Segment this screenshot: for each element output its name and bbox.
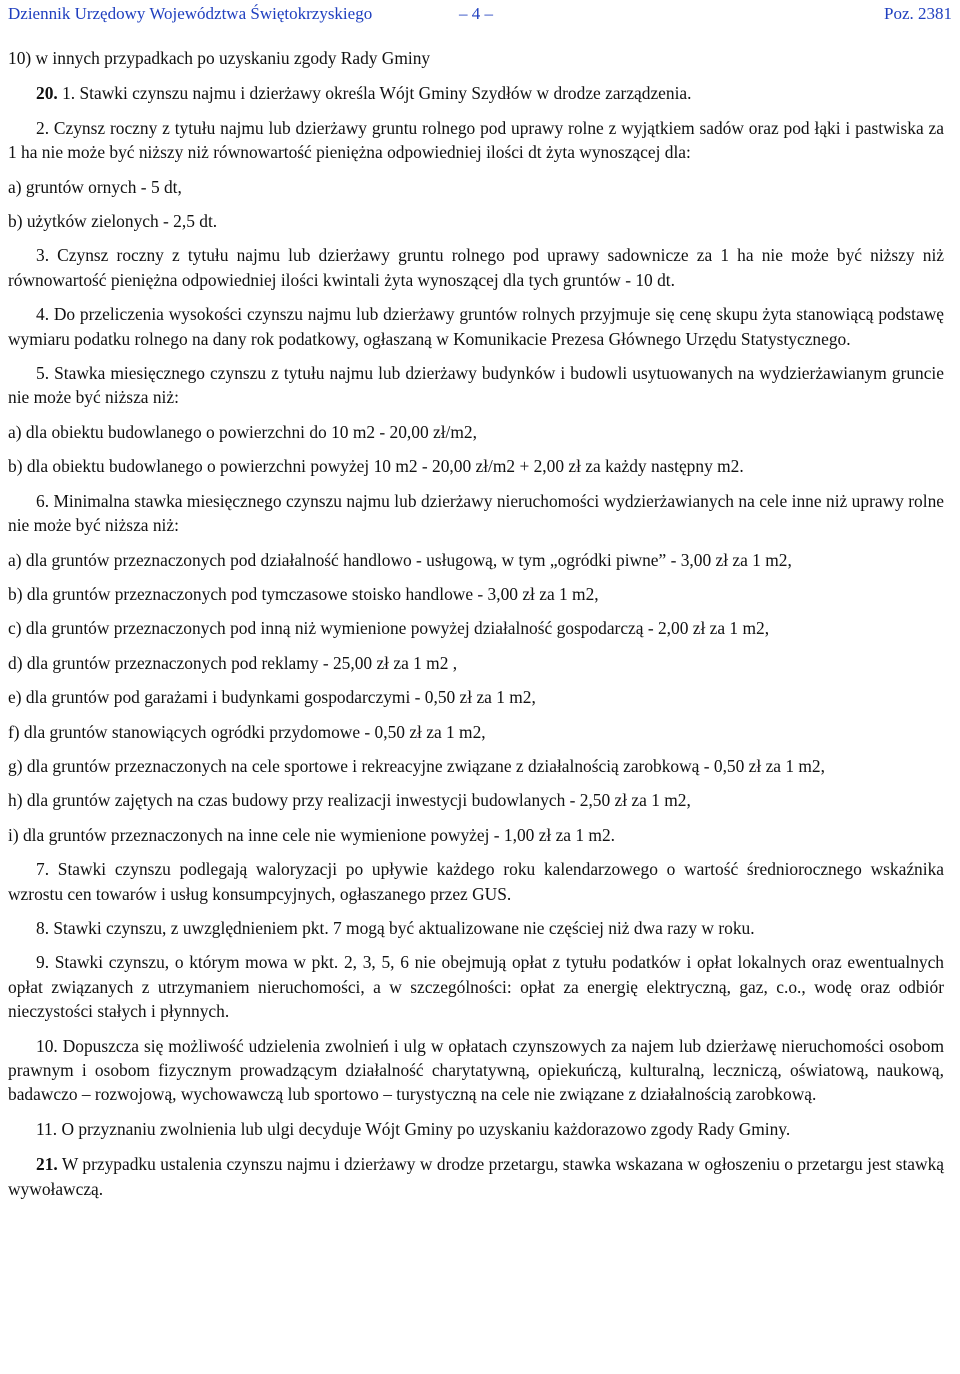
section-20-number: 20. [36,83,58,104]
paragraph-2-item-b: b) użytków zielonych - 2,5 dt. [8,211,218,232]
item-10: 10) w innych przypadkach po uzyskaniu zgody Rady Gminy [8,48,431,68]
paragraph-6-item-i: i) dla gruntów przeznaczonych na inne cele nie wymienione powyżej - 1,00 zł za 1 m2. [8,824,615,845]
section-21-text: W przypadku ustalenia czynszu najmu i dzierżawy w drodze przetargu, stawka wskazana w ogłoszeniu o przetargu jest stawką wywoławczą. [8,1154,944,1199]
paragraph-6-item-b: b) dla gruntów przeznaczonych pod tymczasowe stoisko handlowe - 3,00 zł za 1 m2, [8,583,599,604]
paragraph-6-item-g: g) dla gruntów przeznaczonych na cele sportowe i rekreacyjne związane z działalnością zarobkową - 0,50 zł za 1 m2, [8,755,825,776]
section-20-paragraph-1 [8,81,944,105]
paragraph-6-item-h: h) dla gruntów zajętych na czas budowy przy realizacji inwestycji budowlanych - 2,50 zł za 1 m2, [8,790,691,811]
paragraph-3: 3. Czynsz roczny z tytułu najmu lub dzierżawy gruntu rolnego pod uprawy sadownicze za 1 ha nie może być niższy niż równowartość pieniężna odpowiedniej ilości kwintali żyta wynoszącej dla tych gruntów - 10 dt. [8,245,944,290]
document-body [8,46,944,1201]
paragraph-5-item-a: a) dla obiektu budowlanego o powierzchni do 10 m2 - 20,00 zł/m2, [8,421,477,442]
paragraph-2-item-a: a) gruntów ornych - 5 dt, [8,176,182,197]
position-number: Poz. 2381 [884,4,952,23]
paragraph-8: 8. Stawki czynszu, z uwzględnieniem pkt. 7 mogą być aktualizowane nie częściej niż dwa razy w roku. [36,917,755,938]
paragraph-6-item-d: d) dla gruntów przeznaczonych pod reklamy - 25,00 zł za 1 m2 , [8,652,458,673]
paragraph-9: 9. Stawki czynszu, o którym mowa w pkt. 2, 3, 5, 6 nie obejmują opłat z tytułu podatków i opłat lokalnych oraz ewentualnych opłat związanych z utrzymaniem nieruchomości, a w szczególności: opłat za energię elektryczną, gaz, c.o., wodę oraz odbiór nieczystości stałych i płynnych. [8,952,944,1022]
section-21-number: 21. [36,1154,58,1175]
paragraph-11: 11. O przyznaniu zwolnienia lub ulgi decyduje Wójt Gminy po uzyskaniu każdorazowo zgody Rady Gminy. [36,1118,791,1139]
page-header [8,2,952,24]
paragraph-6: 6. Minimalna stawka miesięcznego czynszu najmu lub dzierżawy nieruchomości wydzierżawianych na cele inne niż uprawy rolne nie może być niższa niż: [8,490,944,536]
paragraph-5: 5. Stawka miesięcznego czynszu z tytułu najmu lub dzierżawy budynków i budowli usytuowanych na wydzierżawianym gruncie nie może być niższa niż: [8,363,944,408]
paragraph-4: 4. Do przeliczenia wysokości czynszu najmu lub dzierżawy gruntów rolnych przyjmuje się cenę skupu żyta stanowiącą podstawę wymiaru podatku rolnego na dany rok podatkowy, ogłaszaną w Komunikacie Prezesa Głównego Urzędu Statystycznego. [8,304,944,349]
paragraph-6-item-f: f) dla gruntów stanowiących ogródki przydomowe - 0,50 zł za 1 m2, [8,721,486,742]
paragraph-5-item-b: b) dla obiektu budowlanego o powierzchni powyżej 10 m2 - 20,00 zł/m2 + 2,00 zł za każdy następny m2. [8,456,744,477]
section-21 [8,1152,944,1201]
paragraph-6-item-c: c) dla gruntów przeznaczonych pod inną niż wymienione powyżej działalność gospodarczą - 2,00 zł za 1 m2, [8,618,770,639]
paragraph-7: 7. Stawki czynszu podlegają waloryzacji po upływie każdego roku kalendarzowego o wartość średniorocznego wskaźnika wzrostu cen towarów i usług konsumpcyjnych, ogłaszanego przez GUS. [8,859,944,904]
section-20-text: 1. Stawki czynszu najmu i dzierżawy określa Wójt Gminy Szydłów w drodze zarządzenia. [57,83,692,104]
paragraph-6-item-a: a) dla gruntów przeznaczonych pod działalność handlowo - usługową, w tym „ogródki piwne” - 3,00 zł za 1 m2, [8,549,792,570]
paragraph-6-item-e: e) dla gruntów pod garażami i budynkami gospodarczymi - 0,50 zł za 1 m2, [8,687,536,708]
paragraph-10: 10. Dopuszcza się możliwość udzielenia zwolnień i ulg w opłatach czynszowych za najem lub dzierżawę nieruchomości osobom prawnym i osobom fizycznym prowadzącym działalność charytatywną, opiekuńczą, kulturalną, leczniczą, oświatową, naukową, badawczo – rozwojową, wychowawczą lub sportowo – turystyczną na cele nie związane z działalnością zarobkową. [8,1035,944,1105]
page-number: – 4 – [459,4,493,23]
journal-title: Dziennik Urzędowy Województwa Świętokrzyskiego [8,4,373,23]
paragraph-2: 2. Czynsz roczny z tytułu najmu lub dzierżawy gruntu rolnego pod uprawy rolne z wyjątkiem sadów oraz pod łąki i pastwiska za 1 ha nie może być niższy niż równowartość pieniężna odpowiedniej ilości dt żyta wynoszącej dla: [8,117,944,163]
